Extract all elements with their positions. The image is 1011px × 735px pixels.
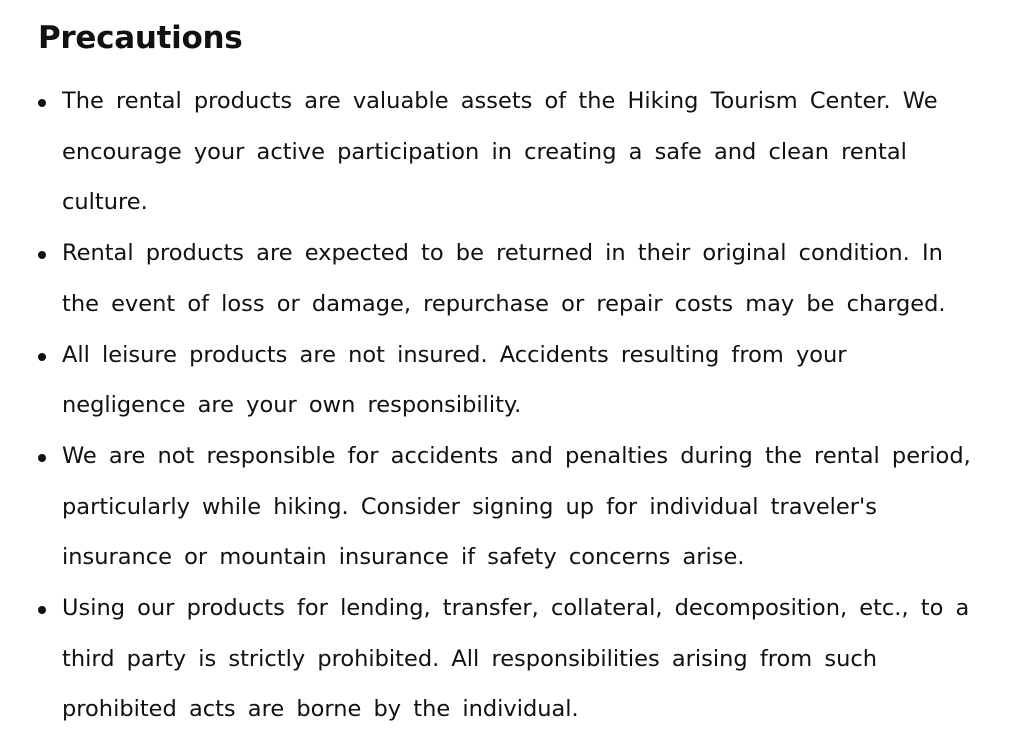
list-item [0, 330, 982, 431]
list-item-text: All leisure products are not insured. Accidents resulting from your negligence are your own responsibility. [62, 341, 847, 419]
list-item [0, 76, 982, 228]
bullet-icon [38, 454, 46, 462]
bullet-icon [38, 606, 46, 614]
list-item-text: The rental products are valuable assets of the Hiking Tourism Center. We encourage your active participation in creating a safe and clean rental culture. [62, 88, 938, 216]
page-title: Precautions [38, 20, 243, 56]
bullet-icon [38, 251, 46, 259]
list-item [0, 228, 982, 329]
precautions-list [0, 76, 1011, 735]
list-item [0, 431, 982, 583]
list-item [0, 583, 982, 735]
bullet-icon [38, 99, 46, 107]
bullet-icon [38, 353, 46, 361]
list-item-text: Using our products for lending, transfer, collateral, decomposition, etc., to a third party is strictly prohibited. All responsibilities arising from such prohibited acts are borne by the individual. [62, 595, 970, 723]
list-item-text: We are not responsible for accidents and penalties during the rental period, particularly while hiking. Consider signing up for individual traveler's insurance or mountain insurance if safety concerns arise. [62, 442, 971, 571]
list-item-text: Rental products are expected to be returned in their original condition. In the event of loss or damage, repurchase or repair costs may be charged. [62, 240, 946, 317]
